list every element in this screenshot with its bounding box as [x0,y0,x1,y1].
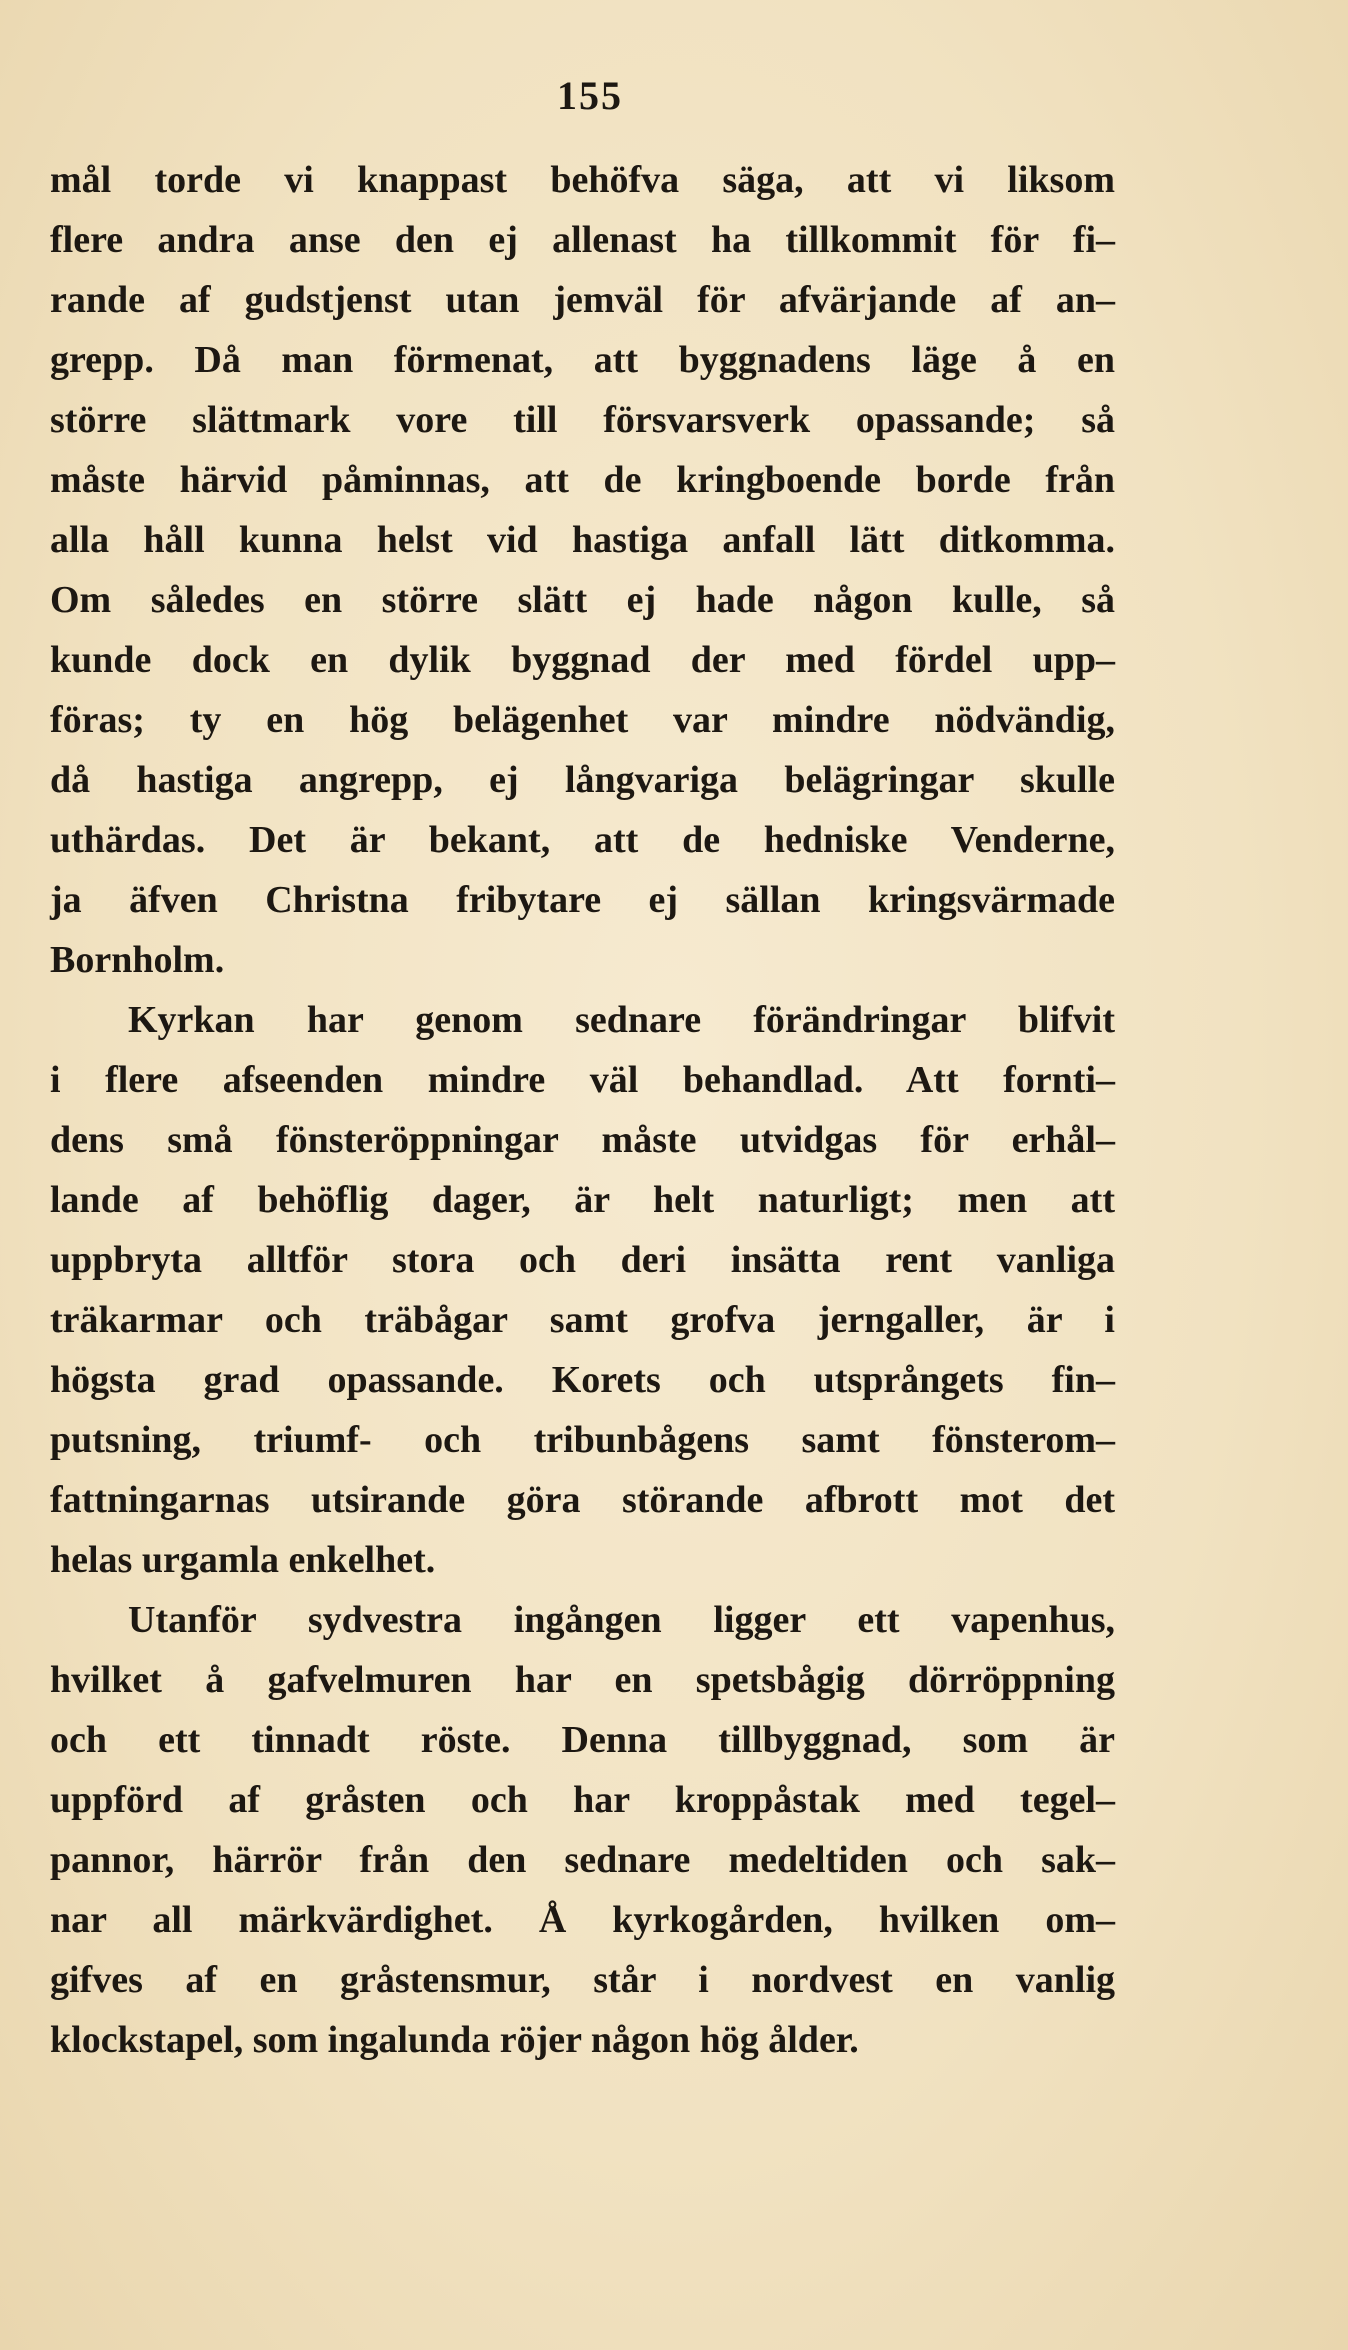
page-number [0,72,1180,119]
text-line: uppbryta alltför stora och deri insätta rent vanliga [50,1239,1115,1281]
text-line: och ett tinnadt röste. Denna tillbyggnad, som är [50,1719,1115,1761]
text-line: Om således en större slätt ej hade någon kulle, så [50,579,1115,621]
text-line: lande af behöflig dager, är helt naturligt; men att [50,1179,1115,1221]
text-line: kunde dock en dylik byggnad der med fördel upp– [50,639,1115,681]
text-line: större slättmark vore till försvarsverk opassande; så [50,399,1115,441]
text-line: måste härvid påminnas, att de kringboende borde från [50,459,1115,501]
text-line: pannor, härrör från den sednare medeltiden och sak– [50,1839,1115,1881]
text-line: i flere afseenden mindre väl behandlad. Att fornti– [50,1059,1115,1101]
text-line: Kyrkan har genom sednare förändringar blifvit [128,999,1115,1041]
text-line: uthärdas. Det är bekant, att de hedniske Venderne, [50,819,1115,861]
text-line: fattningarnas utsirande göra störande afbrott mot det [50,1479,1115,1521]
text-line: uppförd af gråsten och har kroppåstak med tegel– [50,1779,1115,1821]
text-line: rande af gudstjenst utan jemväl för afvärjande af an– [50,279,1115,321]
text-line: mål torde vi knappast behöfva säga, att vi liksom [50,159,1115,201]
text-line: högsta grad opassande. Korets och utsprångets fin– [50,1359,1115,1401]
text-line: putsning, triumf- och tribunbågens samt fönsterom– [50,1419,1115,1461]
text-line: då hastiga angrepp, ej långvariga belägringar skulle [50,759,1115,801]
text-line: Utanför sydvestra ingången ligger ett vapenhus, [128,1599,1115,1641]
text-line: hvilket å gafvelmuren har en spetsbågig dörröppning [50,1659,1115,1701]
text-line: föras; ty en hög belägenhet var mindre nödvändig, [50,699,1115,741]
text-line: Bornholm. [50,939,225,981]
text-line: klockstapel, som ingalunda röjer någon hög ålder. [50,2019,859,2061]
text-line: flere andra anse den ej allenast ha tillkommit för fi– [50,219,1115,261]
text-line: gifves af en gråstensmur, står i nordvest en vanlig [50,1959,1115,2001]
text-line: ja äfven Christna fribytare ej sällan kringsvärmade [50,879,1115,921]
text-line: alla håll kunna helst vid hastiga anfall lätt ditkomma. [50,519,1115,561]
text-line: träkarmar och träbågar samt grofva jerngaller, är i [50,1299,1115,1341]
text-line: helas urgamla enkelhet. [50,1539,436,1581]
text-line: nar all märkvärdighet. Å kyrkogården, hvilken om– [50,1899,1115,1941]
text-line: grepp. Då man förmenat, att byggnadens läge å en [50,339,1115,381]
body-text [50,150,1115,2070]
text-line: dens små fönsteröppningar måste utvidgas för erhål– [50,1119,1115,1161]
page-number-text: 155 [557,73,623,118]
